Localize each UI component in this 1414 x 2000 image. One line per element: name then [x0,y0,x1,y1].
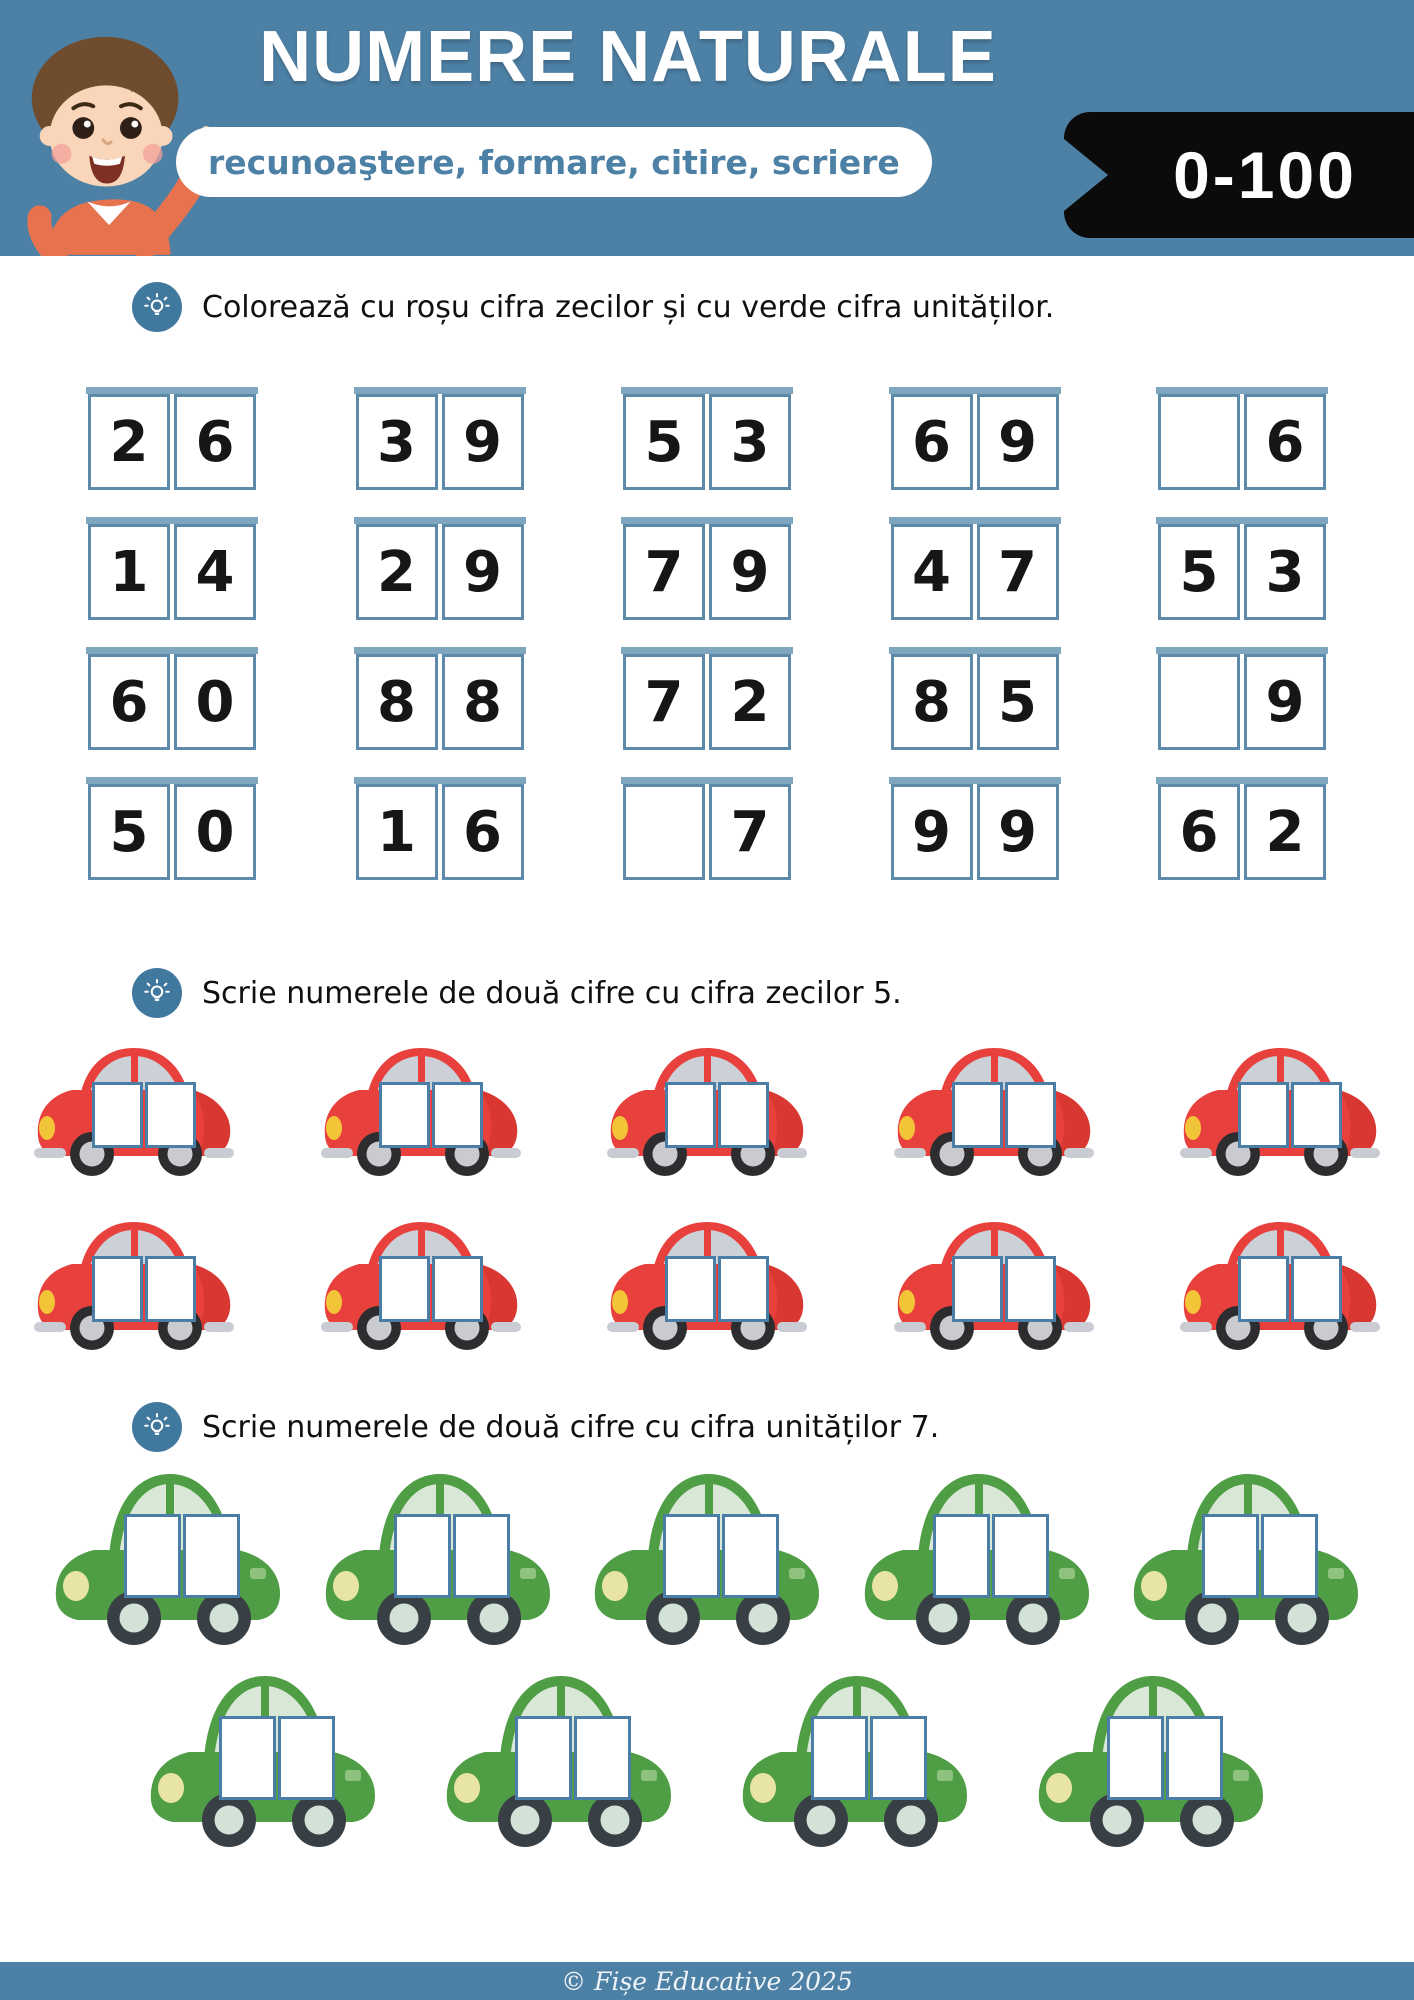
units-digit-cell[interactable]: 9 [1244,654,1326,750]
tens-digit-cell[interactable]: 6 [88,654,170,750]
car-answer-cell-units[interactable] [992,1514,1049,1598]
car-answer-cell-tens[interactable] [1238,1256,1289,1322]
red-car [607,1032,807,1184]
headlight [602,1571,628,1601]
units-digit-cell[interactable]: 9 [709,524,791,620]
units-digit-cell[interactable]: 2 [1244,784,1326,880]
car-answer-cell-units[interactable] [432,1256,483,1322]
green-car [322,1458,554,1650]
car-answer-box [933,1514,1049,1598]
tens-digit-cell[interactable]: 2 [356,524,438,620]
rear-hub [210,1604,239,1633]
subtitle-pill [176,127,932,197]
units-digit-cell[interactable]: 8 [442,654,524,750]
headlight [326,1290,342,1314]
rear-hub [749,1604,778,1633]
car-answer-cell-tens[interactable] [933,1514,990,1598]
headlight [63,1571,89,1601]
number-pair-box [88,524,256,620]
tens-digit-cell[interactable]: 5 [1158,524,1240,620]
rear-hub [305,1806,334,1835]
car-answer-box [663,1514,779,1598]
car-answer-box [665,1082,769,1148]
headlight [872,1571,898,1601]
exercise1-grid [0,394,1414,880]
headlight [39,1116,55,1140]
rear-bumper [204,1148,234,1158]
tens-digit-cell[interactable]: 6 [891,394,973,490]
car-row [0,1458,1414,1650]
car-answer-cell-units[interactable] [1166,1716,1223,1800]
right-blush [143,144,163,164]
units-digit-cell[interactable]: 3 [1244,524,1326,620]
car-answer-box [665,1256,769,1322]
tens-digit-cell[interactable]: 1 [356,784,438,880]
number-pair-box [623,784,791,880]
car-answer-cell-tens[interactable] [379,1082,430,1148]
tens-digit-cell[interactable] [1158,654,1240,750]
front-bumper [894,1322,926,1332]
car-answer-cell-tens[interactable] [394,1514,451,1598]
number-pair-box [356,784,524,880]
number-pair-box [1158,394,1326,490]
rear-bumper [204,1322,234,1332]
rear-hub [601,1806,630,1835]
red-car [607,1206,807,1358]
exercise3-section [0,1402,1414,1852]
green-car [591,1458,823,1650]
car-answer-cell-units[interactable] [183,1514,240,1598]
front-hub [389,1604,418,1633]
exercise3-cars [0,1458,1414,1852]
grid-row [88,654,1326,750]
lightbulb-icon [132,282,182,332]
car-answer-box [1238,1256,1342,1322]
tens-digit-cell[interactable]: 8 [891,654,973,750]
red-car [894,1206,1094,1358]
rear-hub [897,1806,926,1835]
green-car [52,1458,284,1650]
headlight [333,1571,359,1601]
car-answer-cell-units[interactable] [432,1082,483,1148]
front-hub [511,1806,540,1835]
car-answer-box [379,1256,483,1322]
units-digit-cell[interactable]: 5 [977,654,1059,750]
rear-hub [1018,1604,1047,1633]
units-digit-cell[interactable]: 0 [174,654,256,750]
rear-bumper [491,1148,521,1158]
door-accent [1233,1770,1249,1781]
exercise3-instruction [132,1402,1414,1452]
subtitle-text: recunoaştere, formare, citire, scriere [208,142,900,182]
lightbulb-icon [132,968,182,1018]
car-answer-box [124,1514,240,1598]
tens-digit-cell[interactable]: 2 [88,394,170,490]
range-badge-text: 0-100 [1173,138,1357,212]
units-digit-cell[interactable]: 2 [709,654,791,750]
front-bumper [607,1322,639,1332]
headlight [899,1116,915,1140]
headlight [326,1116,342,1140]
units-digit-cell[interactable]: 9 [442,394,524,490]
car-answer-box [92,1256,196,1322]
footer [0,1962,1414,2000]
headlight [612,1290,628,1314]
number-pair-box [1158,654,1326,750]
rear-bumper [1350,1322,1380,1332]
number-pair-box [891,394,1059,490]
green-car [147,1660,379,1852]
door-accent [789,1568,805,1579]
rear-bumper [777,1322,807,1332]
car-answer-cell-units[interactable] [453,1514,510,1598]
car-answer-cell-units[interactable] [1005,1082,1056,1148]
tens-digit-cell[interactable]: 5 [623,394,705,490]
car-answer-cell-tens[interactable] [663,1514,720,1598]
car-answer-box [811,1716,927,1800]
badge-notch [1064,139,1108,211]
units-digit-cell[interactable]: 6 [442,784,524,880]
car-answer-cell-units[interactable] [145,1256,196,1322]
car-row [0,1660,1414,1852]
tens-digit-cell[interactable]: 4 [891,524,973,620]
car-answer-cell-tens[interactable] [952,1082,1003,1148]
units-digit-cell[interactable]: 4 [174,524,256,620]
front-bumper [321,1322,353,1332]
number-pair-box [623,394,791,490]
front-bumper [34,1322,66,1332]
number-pair-box [356,394,524,490]
right-eye [120,117,142,139]
tens-digit-cell[interactable]: 6 [1158,784,1240,880]
front-hub [807,1806,836,1835]
car-answer-cell-tens[interactable] [124,1514,181,1598]
front-hub [659,1604,688,1633]
car-answer-cell-tens[interactable] [219,1716,276,1800]
green-car [1035,1660,1267,1852]
headlight [454,1773,480,1803]
front-bumper [34,1148,66,1158]
car-answer-cell-tens[interactable] [1107,1716,1164,1800]
car-answer-box [952,1082,1056,1148]
right-ear [153,126,173,146]
units-digit-cell[interactable]: 9 [442,524,524,620]
front-bumper [321,1148,353,1158]
units-digit-cell[interactable]: 6 [174,394,256,490]
red-car [1180,1206,1380,1358]
front-bumper [894,1148,926,1158]
green-car [739,1660,971,1852]
headlight [1185,1116,1201,1140]
red-car [321,1032,521,1184]
rear-hub [1193,1806,1222,1835]
left-ear [40,126,60,146]
red-car [894,1032,1094,1184]
rear-bumper [491,1322,521,1332]
car-answer-cell-units[interactable] [718,1256,769,1322]
exercise2-instruction [132,968,1414,1018]
units-digit-cell[interactable]: 0 [174,784,256,880]
range-badge [1064,112,1414,238]
door-accent [520,1568,536,1579]
number-pair-box [1158,784,1326,880]
units-digit-cell[interactable]: 6 [1244,394,1326,490]
front-bumper [607,1148,639,1158]
tens-digit-cell[interactable]: 1 [88,524,170,620]
rear-hub [1288,1604,1317,1633]
number-pair-box [88,784,256,880]
tens-digit-cell[interactable]: 3 [356,394,438,490]
car-answer-box [1202,1514,1318,1598]
number-pair-box [88,654,256,750]
rear-hub [479,1604,508,1633]
number-pair-box [1158,524,1326,620]
units-digit-cell[interactable]: 9 [977,394,1059,490]
car-answer-cell-tens[interactable] [92,1082,143,1148]
rear-bumper [1064,1148,1094,1158]
instruction-text: Scrie numerele de două cifre cu cifra zecilor 5. [202,975,902,1011]
number-pair-box [623,654,791,750]
tens-digit-cell[interactable] [623,784,705,880]
number-pair-box [88,394,256,490]
car-answer-box [379,1082,483,1148]
number-pair-box [356,654,524,750]
exercise2-cars [0,1032,1414,1358]
left-eye [72,117,94,139]
car-answer-cell-units[interactable] [1291,1256,1342,1322]
car-answer-cell-units[interactable] [145,1082,196,1148]
number-pair-box [356,524,524,620]
tens-digit-cell[interactable] [1158,394,1240,490]
headlight [1046,1773,1072,1803]
car-answer-cell-units[interactable] [1005,1256,1056,1322]
rear-bumper [777,1148,807,1158]
instruction-text: Colorează cu roșu cifra zecilor și cu verde cifra unităților. [202,289,1055,325]
red-car [34,1206,234,1358]
car-answer-cell-tens[interactable] [1202,1514,1259,1598]
copyright-text: © Fișe Educative 2025 [561,1966,853,1996]
car-answer-cell-tens[interactable] [379,1256,430,1322]
door-accent [937,1770,953,1781]
lightbulb-icon [132,1402,182,1452]
car-answer-cell-tens[interactable] [515,1716,572,1800]
front-bumper [1180,1322,1212,1332]
car-answer-box [1107,1716,1223,1800]
door-accent [250,1568,266,1579]
header [0,0,1414,256]
car-answer-cell-units[interactable] [278,1716,335,1800]
car-answer-box [92,1082,196,1148]
door-accent [1328,1568,1344,1579]
car-answer-cell-tens[interactable] [665,1082,716,1148]
car-answer-box [394,1514,510,1598]
red-car [321,1206,521,1358]
units-digit-cell[interactable]: 7 [709,784,791,880]
front-bumper [1180,1148,1212,1158]
red-car [1180,1032,1380,1184]
green-car [861,1458,1093,1650]
units-digit-cell[interactable]: 7 [977,524,1059,620]
headlight [1185,1290,1201,1314]
headlight [899,1290,915,1314]
page-title: NUMERE NATURALE [259,17,997,97]
door-accent [1059,1568,1075,1579]
tens-digit-cell[interactable]: 8 [356,654,438,750]
left-blush [52,144,72,164]
grid-row [88,524,1326,620]
front-hub [1198,1604,1227,1633]
headlight [612,1116,628,1140]
headlight [158,1773,184,1803]
door-accent [641,1770,657,1781]
car-answer-cell-tens[interactable] [665,1256,716,1322]
car-answer-cell-units[interactable] [1261,1514,1318,1598]
number-pair-box [891,524,1059,620]
green-car [1130,1458,1362,1650]
car-answer-box [219,1716,335,1800]
car-row [0,1032,1414,1184]
car-answer-cell-tens[interactable] [1238,1082,1289,1148]
tens-digit-cell[interactable]: 9 [891,784,973,880]
headlight [1141,1571,1167,1601]
car-answer-cell-tens[interactable] [952,1256,1003,1322]
units-digit-cell[interactable]: 3 [709,394,791,490]
number-pair-box [891,654,1059,750]
car-answer-box [952,1256,1056,1322]
door-accent [345,1770,361,1781]
front-hub [1103,1806,1132,1835]
headlight [39,1290,55,1314]
car-answer-cell-units[interactable] [722,1514,779,1598]
front-hub [120,1604,149,1633]
red-car [34,1032,234,1184]
exercise1-instruction [132,282,1414,332]
exercise2-section [0,968,1414,1358]
front-hub [215,1806,244,1835]
units-digit-cell[interactable]: 9 [977,784,1059,880]
tens-digit-cell[interactable]: 7 [623,654,705,750]
number-pair-box [623,524,791,620]
car-answer-cell-units[interactable] [718,1082,769,1148]
car-answer-box [515,1716,631,1800]
headlight [750,1773,776,1803]
car-answer-cell-tens[interactable] [811,1716,868,1800]
number-pair-box [891,784,1059,880]
car-answer-cell-units[interactable] [574,1716,631,1800]
instruction-text: Scrie numerele de două cifre cu cifra unităților 7. [202,1409,940,1445]
car-answer-cell-tens[interactable] [92,1256,143,1322]
car-answer-cell-units[interactable] [870,1716,927,1800]
car-answer-box [1238,1082,1342,1148]
car-row [0,1206,1414,1358]
car-answer-cell-units[interactable] [1291,1082,1342,1148]
tens-digit-cell[interactable]: 5 [88,784,170,880]
green-car [443,1660,675,1852]
exercise1-section [0,282,1414,880]
front-hub [928,1604,957,1633]
rear-bumper [1064,1322,1094,1332]
grid-row [88,394,1326,490]
grid-row [88,784,1326,880]
tens-digit-cell[interactable]: 7 [623,524,705,620]
rear-bumper [1350,1148,1380,1158]
